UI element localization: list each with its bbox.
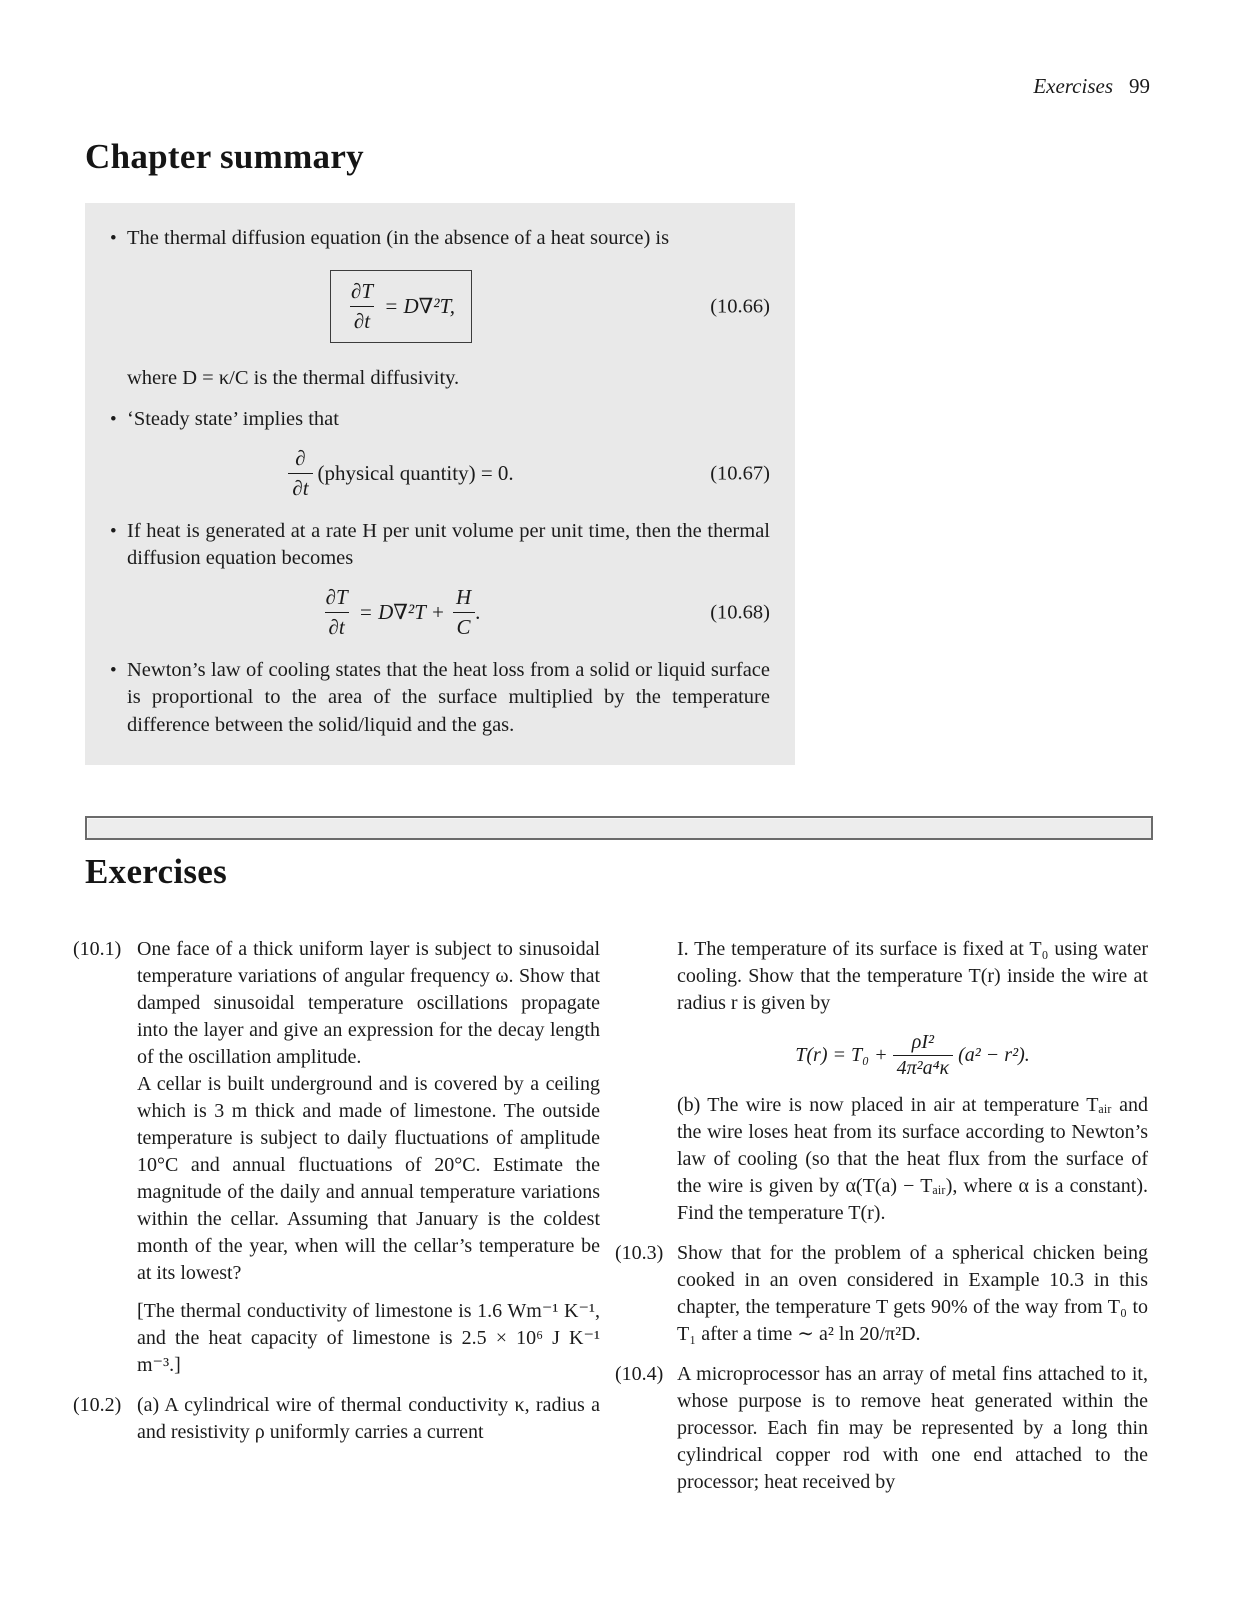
bullet-marker — [110, 657, 127, 740]
exercises-heading: Exercises — [85, 852, 228, 891]
equation-frame — [330, 270, 472, 343]
exercise-10-1 — [73, 936, 600, 1379]
fraction: $\frac{\text{ρI²}}{\text{4π²a⁴κ}}$ — [893, 1032, 954, 1079]
exercise-paragraph: (a) A cylindrical wire of thermal conductivity κ, radius a and resistivity ρ uniformly carries a current — [137, 1394, 600, 1443]
exercise-label: (10.1) — [73, 938, 122, 960]
fraction: $\frac{\partial T}{\partial t}$ — [351, 279, 374, 333]
exercise-paragraph: (b) The wire is now placed in air at temperature Tₐᵢᵣ and the wire loses heat from its surface according to Newton’s law of cooling (so that the heat flux from the surface of the wire is given by α(T(a) − Tₐᵢᵣ), where α is a constant). Find the temperature T(r). — [677, 1094, 1148, 1224]
exercise-label: (10.2) — [73, 1394, 122, 1416]
exercises-left-column — [73, 936, 600, 1446]
exercise-paragraph: A microprocessor has an array of metal fins attached to it, whose purpose is to remove heat generated within the processor. Each fin may be represented by a long thin cylindrical copper rod with one end attached to the processor; heat received by — [677, 1363, 1148, 1493]
exercise-paragraph: I. The temperature of its surface is fixed at T₀ using water cooling. Show that the temperature T(r) inside the wire at radius r is given by — [677, 938, 1148, 1014]
exercise-paragraph: One face of a thick uniform layer is subject to sinusoidal temperature variations of angular frequency ω. Show that damped sinusoidal temperature oscillations propagate into the layer and give an expression for the decay length of the oscillation amplitude. — [137, 938, 600, 1068]
exercise-10-2-continued — [615, 936, 1148, 1227]
equation-10-68 — [110, 579, 770, 647]
exercise-10-4 — [615, 1361, 1148, 1496]
exercise-label: (10.4) — [615, 1363, 664, 1385]
exercise-body — [677, 1361, 1148, 1496]
equation-rhs: = D∇²T, — [384, 294, 455, 318]
equation-10-66 — [110, 261, 770, 353]
chapter-summary-box — [85, 203, 795, 765]
exercise-body — [137, 1392, 600, 1446]
summary-bullet-3: • If heat is generated at a rate H per unit volume per unit time, then the thermal diffusion equation becomes — [110, 518, 770, 573]
fraction: $\frac{\partial}{\partial t}$ — [288, 447, 312, 500]
exercise-10-3 — [615, 1240, 1148, 1348]
equation-rhs: (a² − r²). — [958, 1044, 1030, 1066]
summary-bullet-4: • Newton’s law of cooling states that the heat loss from a solid or liquid surface is proportional to the area of the surface multiplied by the temperature difference between the solid/liquid and the gas. — [110, 657, 770, 740]
chapter-summary-heading: Chapter summary — [85, 137, 364, 176]
exercise-10-2 — [73, 1392, 600, 1446]
exercise-body — [677, 1240, 1148, 1348]
summary-bullet-2: • ‘Steady state’ implies that — [110, 406, 770, 434]
equation-number: (10.66) — [710, 295, 770, 317]
page-number: 99 — [1129, 74, 1150, 98]
equation-lhs: T(r) = T₀ + — [795, 1044, 888, 1066]
section-divider-bar — [85, 816, 1153, 840]
equation-rhs: (physical quantity) = 0. — [317, 461, 514, 485]
wire-temperature-equation — [677, 1032, 1148, 1079]
exercise-label: (10.3) — [615, 1242, 664, 1264]
exercise-body — [677, 936, 1148, 1227]
equation-mid: = D∇²T + — [358, 600, 445, 624]
exercises-right-column — [615, 936, 1148, 1496]
equation-tail: . — [475, 600, 481, 624]
summary-bullet-1: • The thermal diffusion equation (in the absence of a heat source) is — [110, 225, 770, 253]
bullet-marker — [110, 518, 127, 573]
running-header-section: Exercises — [1033, 74, 1113, 98]
summary-where-line: where D = κ/C is the thermal diffusivity. — [127, 366, 460, 389]
fraction: $\frac{H}{C}$ — [452, 586, 475, 639]
equation-10-67 — [110, 440, 770, 508]
bullet-marker — [110, 225, 127, 253]
fraction: $\frac{\partial T}{\partial t}$ — [325, 585, 348, 639]
running-header — [1033, 74, 1150, 98]
exercise-body — [137, 936, 600, 1379]
equation-number: (10.68) — [710, 601, 770, 623]
exercise-paragraph: A cellar is built underground and is covered by a ceiling which is 3 m thick and made of limestone. The outside temperature is subject to daily fluctuations of amplitude 10°C and annual fluctuations of 20°C. Estimate the magnitude of the daily and annual temperature variations within the cellar. Assuming that January is the coldest month of the year, when will the cellar’s temperature be at its lowest? — [137, 1073, 600, 1284]
exercise-paragraph: Show that for the problem of a spherical chicken being cooked in an oven considered in Example 10.3 in this chapter, the temperature T gets 90% of the way from T₀ to T₁ after a time ∼ a² ln 20/π²D. — [677, 1242, 1148, 1345]
exercise-note: [The thermal conductivity of limestone is 1.6 Wm⁻¹ K⁻¹, and the heat capacity of limestone is 2.5 × 10⁶ J K⁻¹ m⁻³.] — [137, 1300, 600, 1376]
equation-number: (10.67) — [710, 462, 770, 484]
bullet-marker — [110, 406, 127, 434]
exercise-label-empty — [615, 936, 677, 1227]
